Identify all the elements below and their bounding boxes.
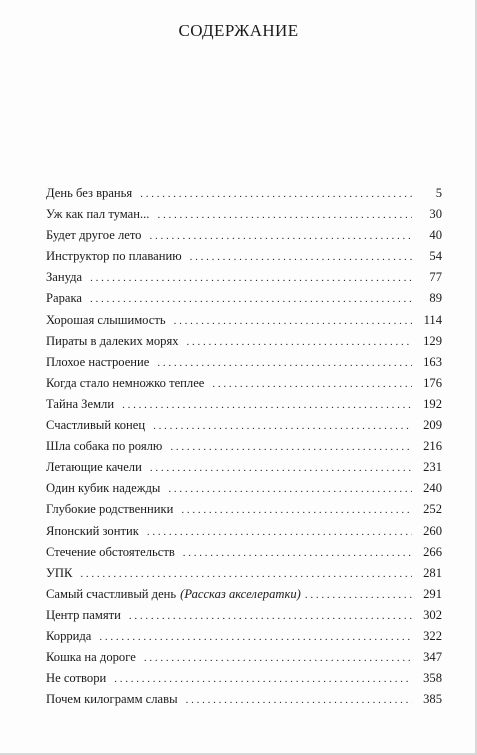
toc-entry-subtitle <box>182 249 186 263</box>
toc-entry-page: 358 <box>423 671 442 686</box>
dot-leader <box>150 458 412 479</box>
toc-entry-title: Не сотвори <box>46 668 114 689</box>
dot-leader <box>90 289 412 310</box>
dot-leader <box>114 669 412 690</box>
dot-leader <box>212 374 412 395</box>
dot-leader <box>168 479 412 500</box>
toc-entry <box>46 394 442 415</box>
toc-entry-page: 30 <box>429 207 442 222</box>
dot-leader <box>157 205 412 226</box>
toc-entry-subtitle <box>175 545 179 559</box>
toc-entry-page: 192 <box>423 396 442 411</box>
toc-entry <box>46 605 442 626</box>
toc-entry-subtitle <box>149 355 153 369</box>
toc-entry-title: Когда стало немножко теплее <box>46 373 212 394</box>
toc-entry <box>46 457 442 478</box>
toc-entry-page: 252 <box>423 502 442 517</box>
toc-entry-subtitle <box>145 418 149 432</box>
toc-entry-title: Летающие качели <box>46 457 150 478</box>
dot-leader <box>153 416 412 437</box>
toc-entry-subtitle <box>114 397 118 411</box>
toc-entry-page: 266 <box>423 544 442 559</box>
toc-entry-page: 129 <box>423 333 442 348</box>
toc-entry-subtitle <box>173 502 177 516</box>
dot-leader <box>99 627 412 648</box>
toc-entry-page: 281 <box>423 565 442 580</box>
toc-entry-title: Один кубик надежды <box>46 478 168 499</box>
toc-entry-subtitle <box>162 439 166 453</box>
toc-entry-title: Хорошая слышимость <box>46 310 174 331</box>
toc-entry-title: День без вранья <box>46 183 140 204</box>
toc-entry-title: Пираты в далеких морях <box>46 331 187 352</box>
toc-entry <box>46 415 442 436</box>
toc-entry-page: 302 <box>423 607 442 622</box>
toc-entry <box>46 331 442 352</box>
toc-entry-subtitle <box>121 608 125 622</box>
toc-entry <box>46 225 442 246</box>
toc-entry-page: 240 <box>423 481 442 496</box>
toc-entry-page: 291 <box>423 586 442 601</box>
toc-entry-subtitle <box>142 460 146 474</box>
toc-entry-title: Плохое настроение <box>46 352 157 373</box>
toc-entry <box>46 626 442 647</box>
dot-leader <box>305 585 412 606</box>
toc-entry-title: Японский зонтик <box>46 521 147 542</box>
toc-entry-subtitle <box>160 481 164 495</box>
toc-entry-subtitle <box>91 629 95 643</box>
table-of-contents <box>46 183 442 710</box>
page-title: СОДЕРЖАНИЕ <box>178 21 299 40</box>
toc-entry-title: Почем килограмм славы <box>46 689 186 710</box>
dot-leader <box>181 500 412 521</box>
toc-entry <box>46 668 442 689</box>
toc-entry-subtitle: (Рассказ акселератки) <box>180 586 301 601</box>
toc-entry-title: Коррида <box>46 626 99 647</box>
toc-entry <box>46 499 442 520</box>
toc-entry-subtitle <box>178 692 182 706</box>
toc-entry-subtitle <box>82 270 86 284</box>
toc-entry-subtitle <box>139 524 143 538</box>
toc-entry-page: 114 <box>423 312 442 327</box>
toc-entry <box>46 373 442 394</box>
toc-entry-title: УПК <box>46 563 80 584</box>
toc-entry-subtitle <box>179 334 183 348</box>
toc-entry <box>46 584 442 605</box>
dot-leader <box>144 648 412 669</box>
toc-entry-subtitle <box>72 566 76 580</box>
dot-leader <box>80 564 412 585</box>
toc-entry-subtitle <box>204 376 208 390</box>
toc-entry-title: Тайна Земли <box>46 394 122 415</box>
toc-entry-page: 40 <box>429 228 442 243</box>
toc-entry <box>46 204 442 225</box>
dot-leader <box>157 353 412 374</box>
dot-leader <box>187 332 412 353</box>
toc-entry-page: 77 <box>429 270 442 285</box>
toc-entry-title: Уж как пал туман... <box>46 204 157 225</box>
toc-entry-title: Рарака <box>46 288 90 309</box>
dot-leader <box>129 606 412 627</box>
toc-entry-page: 89 <box>429 291 442 306</box>
toc-entry-page: 176 <box>423 375 442 390</box>
toc-entry-subtitle <box>149 207 153 221</box>
toc-entry-subtitle <box>166 313 170 327</box>
toc-entry-subtitle <box>82 291 86 305</box>
toc-entry <box>46 647 442 668</box>
toc-entry-page: 260 <box>423 523 442 538</box>
toc-entry-subtitle <box>136 650 140 664</box>
toc-entry-page: 322 <box>423 628 442 643</box>
toc-entry-title: Шла собака по роялю <box>46 436 170 457</box>
dot-leader <box>190 247 412 268</box>
toc-entry-page: 216 <box>423 439 442 454</box>
toc-entry-title: Глубокие родственники <box>46 499 181 520</box>
dot-leader <box>90 268 412 289</box>
dot-leader <box>140 184 412 205</box>
toc-entry <box>46 542 442 563</box>
toc-entry-page: 347 <box>423 650 442 665</box>
dot-leader <box>122 395 412 416</box>
toc-entry-title: Будет другое лето <box>46 225 149 246</box>
dot-leader <box>149 226 412 247</box>
toc-entry <box>46 267 442 288</box>
toc-entry-subtitle <box>132 186 136 200</box>
toc-entry-page: 5 <box>435 186 442 200</box>
toc-entry-subtitle <box>141 228 145 242</box>
toc-entry <box>46 563 442 584</box>
toc-entry-title: Счастливый конец <box>46 415 153 436</box>
toc-entry-title: Кошка на дороге <box>46 647 144 668</box>
toc-entry <box>46 352 442 373</box>
toc-entry-page: 163 <box>423 354 442 369</box>
dot-leader <box>186 690 412 711</box>
toc-entry <box>46 478 442 499</box>
dot-leader <box>183 543 412 564</box>
toc-entry-page: 231 <box>423 460 442 475</box>
toc-entry-title: Инструктор по плаванию <box>46 246 190 267</box>
toc-entry-page: 54 <box>429 249 442 264</box>
toc-entry <box>46 310 442 331</box>
toc-entry <box>46 436 442 457</box>
toc-entry-title: Центр памяти <box>46 605 129 626</box>
toc-entry-title: Стечение обстоятельств <box>46 542 183 563</box>
toc-entry-page: 385 <box>423 692 442 707</box>
toc-entry-subtitle <box>106 671 110 685</box>
toc-entry <box>46 689 442 710</box>
toc-entry <box>46 183 442 204</box>
toc-entry-title: Самый счастливый день (Рассказ акселератки) <box>46 586 301 601</box>
toc-entry <box>46 521 442 542</box>
toc-entry-title: Зануда <box>46 267 90 288</box>
dot-leader <box>174 311 412 332</box>
dot-leader <box>147 522 412 543</box>
dot-leader <box>170 437 412 458</box>
toc-entry <box>46 288 442 309</box>
toc-entry-page: 209 <box>423 418 442 433</box>
toc-entry <box>46 246 442 267</box>
